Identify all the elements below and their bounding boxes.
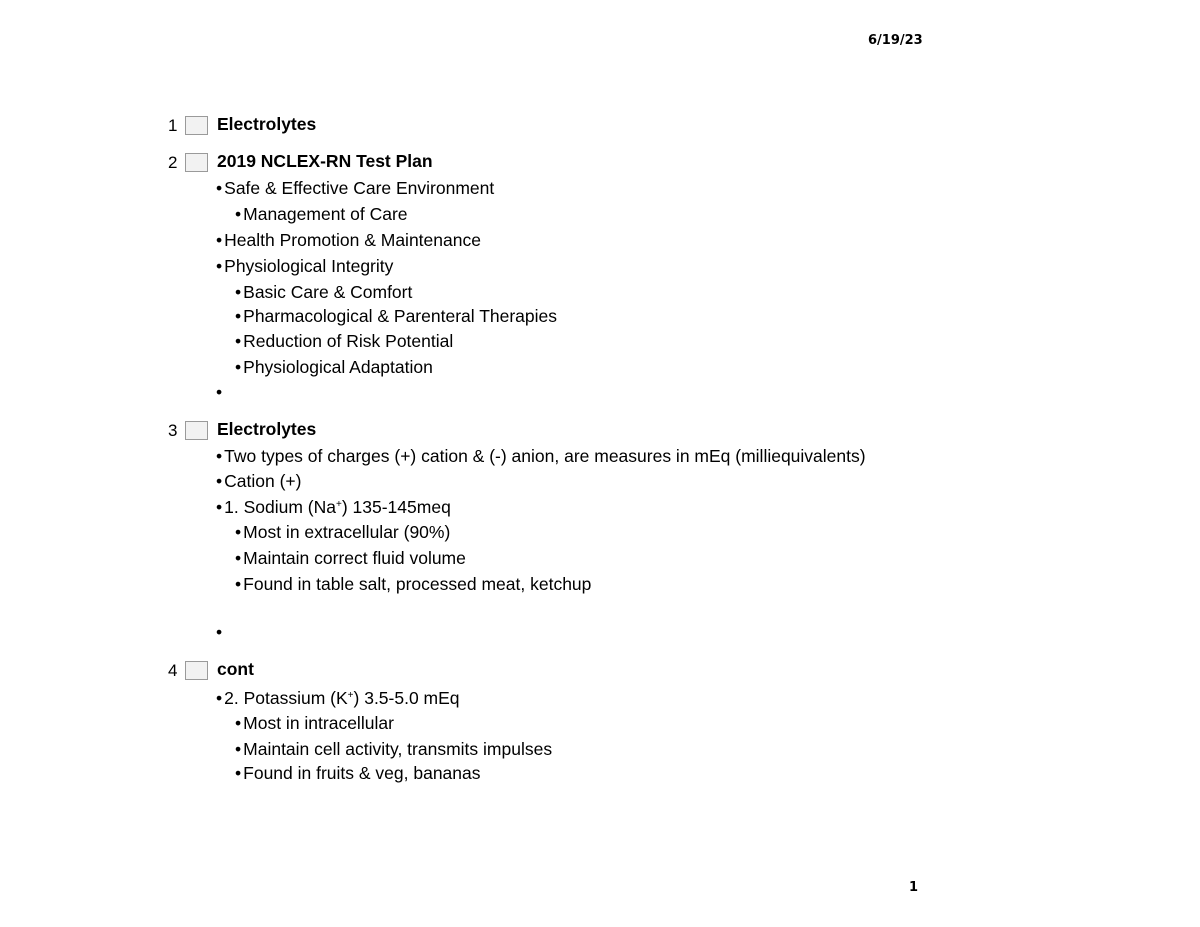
bullet-icon: •	[235, 357, 242, 377]
bullet-icon: •	[235, 548, 242, 568]
bullet-icon: •	[216, 178, 223, 198]
bullet-item	[216, 622, 224, 643]
bullet-icon: •	[235, 306, 242, 326]
bullet-icon: •	[235, 713, 242, 733]
slide-number: 3	[168, 421, 178, 440]
bullet-item: • Most in extracellular (90%)	[235, 522, 451, 542]
bullet-icon: •	[235, 763, 242, 783]
bullet-item: • Found in table salt, processed meat, ketchup	[235, 574, 592, 594]
bullet-item: • Reduction of Risk Potential	[235, 331, 454, 351]
bullet-icon: •	[216, 622, 223, 642]
bullet-item: • Physiological Adaptation	[235, 357, 433, 377]
bullet-icon: •	[235, 739, 242, 759]
bullet-item: • Found in fruits & veg, bananas	[235, 763, 481, 783]
bullet-icon: •	[235, 204, 242, 224]
bullet-icon: •	[216, 446, 223, 466]
bullet-item: • Management of Care	[235, 204, 408, 224]
bullet-item: • Basic Care & Comfort	[235, 282, 413, 302]
bullet-icon: •	[216, 471, 223, 491]
bullet-item: • 1. Sodium (Na+) 135-145meq	[216, 497, 451, 517]
slide-thumbnail-placeholder	[185, 116, 208, 135]
slide-thumbnail-placeholder	[185, 661, 208, 680]
bullet-item	[216, 382, 224, 403]
bullet-icon: •	[235, 331, 242, 351]
bullet-item: • Maintain correct fluid volume	[235, 548, 466, 568]
slide-title: cont	[217, 659, 254, 679]
slide-number: 4	[168, 661, 178, 680]
bullet-icon: •	[216, 688, 223, 708]
slide-thumbnail-placeholder	[185, 421, 208, 440]
bullet-item: • Most in intracellular	[235, 713, 394, 733]
slide-number: 2	[168, 153, 178, 172]
bullet-item: • Physiological Integrity	[216, 256, 394, 276]
bullet-item: • Cation (+)	[216, 471, 302, 491]
bullet-item: • Safe & Effective Care Environment	[216, 178, 495, 198]
slide-title: Electrolytes	[217, 114, 317, 134]
slide-number: 1	[168, 116, 178, 135]
superscript: +	[336, 499, 342, 510]
bullet-item: • Maintain cell activity, transmits impulses	[235, 739, 553, 759]
bullet-icon: •	[216, 256, 223, 276]
slide-title: 2019 NCLEX-RN Test Plan	[217, 151, 433, 171]
bullet-icon: •	[216, 382, 223, 402]
bullet-item: • Two types of charges (+) cation & (-) anion, are measures in mEq (milliequivalents)	[216, 446, 866, 466]
bullet-item: • Health Promotion & Maintenance	[216, 230, 481, 250]
superscript: +	[347, 690, 354, 701]
bullet-icon: •	[235, 282, 242, 302]
page-number: 1	[909, 880, 919, 895]
bullet-icon: •	[235, 522, 242, 542]
bullet-icon: •	[216, 497, 223, 517]
slide-thumbnail-placeholder	[185, 153, 208, 172]
document-date: 6/19/23	[868, 33, 923, 48]
bullet-item: • Pharmacological & Parenteral Therapies	[235, 306, 558, 326]
bullet-item: • 2. Potassium (K+) 3.5-5.0 mEq	[216, 688, 460, 708]
slide-title: Electrolytes	[217, 419, 317, 439]
bullet-icon: •	[216, 230, 223, 250]
bullet-icon: •	[235, 574, 242, 594]
